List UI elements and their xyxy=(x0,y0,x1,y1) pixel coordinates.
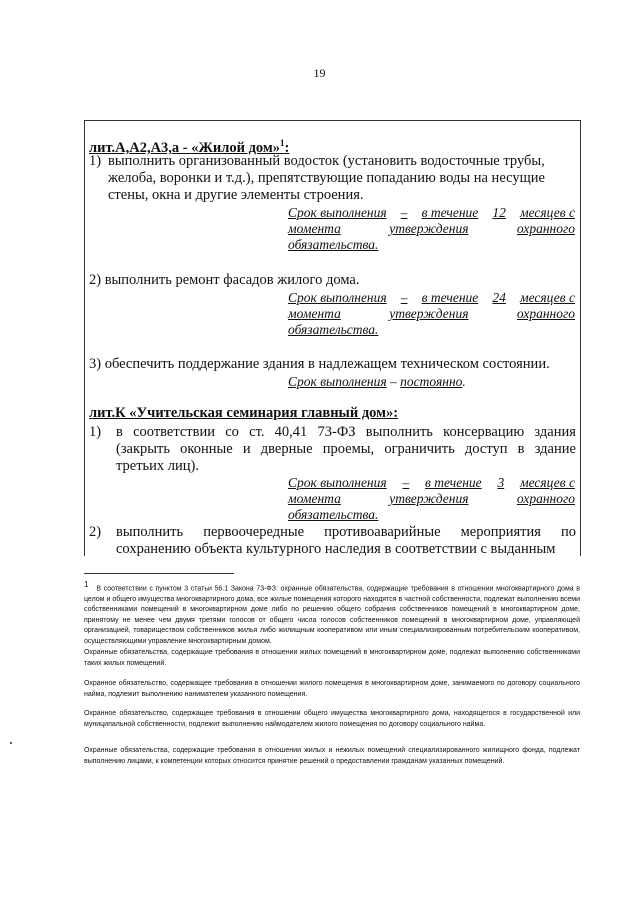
s1-item1-num: 1) xyxy=(89,153,102,169)
s2-item1-line2: (закрыть оконные и дверные проемы, ограничить доступ в здание xyxy=(116,441,576,457)
s2-item2-line1: выполнить первоочередные противоаварийные мероприятия по xyxy=(116,524,576,540)
s1-item1-line2: желоба, воронки и т.д.), препятствующие попаданию воды на несущие xyxy=(108,170,545,186)
s2-item2-num: 2) xyxy=(89,524,102,540)
s2-item2-line2: сохранению объекта культурного наследия в соответствии с выданным xyxy=(116,541,556,557)
s1-item2-term: Срок выполнения – в течение 24 месяцев с момента утверждения охранного обязательства. xyxy=(288,290,575,337)
s1-item2-text: 2) выполнить ремонт фасадов жилого дома. xyxy=(89,272,360,288)
section2-heading: лит.К «Учительская семинария главный дом»: xyxy=(89,405,399,421)
s2-item1-num: 1) xyxy=(89,424,102,440)
footnote-5: Охранные обязательства, содержащие требования в отношении жилых и нежилых помещений специализированного жилищного фонда, подлежат выполнению лицами, к компетенции которых относится принятие решений о предоставлении гражданам указанных помещений. xyxy=(84,747,580,765)
s2-item1-line1: в соответствии со ст. 40,41 73-ФЗ выполнить консервацию здания xyxy=(116,424,576,440)
scan-speck xyxy=(10,742,12,744)
footnote-rule xyxy=(84,573,234,574)
s1-item3-term: Срок выполнения – постоянно. xyxy=(288,374,466,389)
footnote-3: Охранное обязательство, содержащее требования в отношении жилого помещения в многоквартирном доме, занимаемого по договору социального найма, подлежит выполнению нанимателем указанного помещения. xyxy=(84,680,580,698)
section1-heading: лит.А,А2,А3,а - «Жилой дом»$^1$: xyxy=(89,138,290,156)
s2-item1-term: Срок выполнения – в течение 3 месяцев с момента утверждения охранного обязательства. xyxy=(288,475,575,522)
s1-item1-line3: стены, окна и другие элементы строения. xyxy=(108,187,364,203)
s1-item1-term: Срок выполнения – в течение 12 месяцев с момента утверждения охранного обязательства. xyxy=(288,205,575,252)
footnote-1: $^1$ В соответствии с пунктом 3 статьи 56.1 Закона 73-ФЗ: охранные обязательства, содержащие требования в отношении многоквартирного дома в целом и общего имущества многоквартирного дома, все жилые помещения которого находятся в частной собственности, подлежат выполнению всеми собственниками помещений в многоквартирном доме либо по решению общего собрания собственников помещений в многоквартирном доме, принятому не менее чем двумя третями голосов от общего числа голосов собственников помещений в многоквартирном доме, управляющей организацией, товариществом собственников жилья либо жилищным кооперативом или иным специализированным потребительским кооперативом, осуществляющими управление многоквартирным домом. xyxy=(84,580,581,645)
page-number: 19 xyxy=(313,66,326,80)
footnote-4: Охранное обязательство, содержащее требования в отношении общего имущества многоквартирного дома, находящегося в государственной или муниципальной собственности, подлежит выполнению наймодателем жилого помещения по договору социального найма. xyxy=(84,710,580,728)
s1-item1-line1: выполнить организованный водосток (установить водосточные трубы, xyxy=(108,153,545,169)
s1-item3-text: 3) обеспечить поддержание здания в надлежащем техническом состоянии. xyxy=(89,356,550,372)
footnote-2: Охранные обязательства, содержащие требования в отношении жилых помещений в многоквартирном доме, подлежат выполнению собственниками таких жилых помещений. xyxy=(84,649,580,667)
s2-item1-line3: третьих лиц). xyxy=(116,458,199,474)
